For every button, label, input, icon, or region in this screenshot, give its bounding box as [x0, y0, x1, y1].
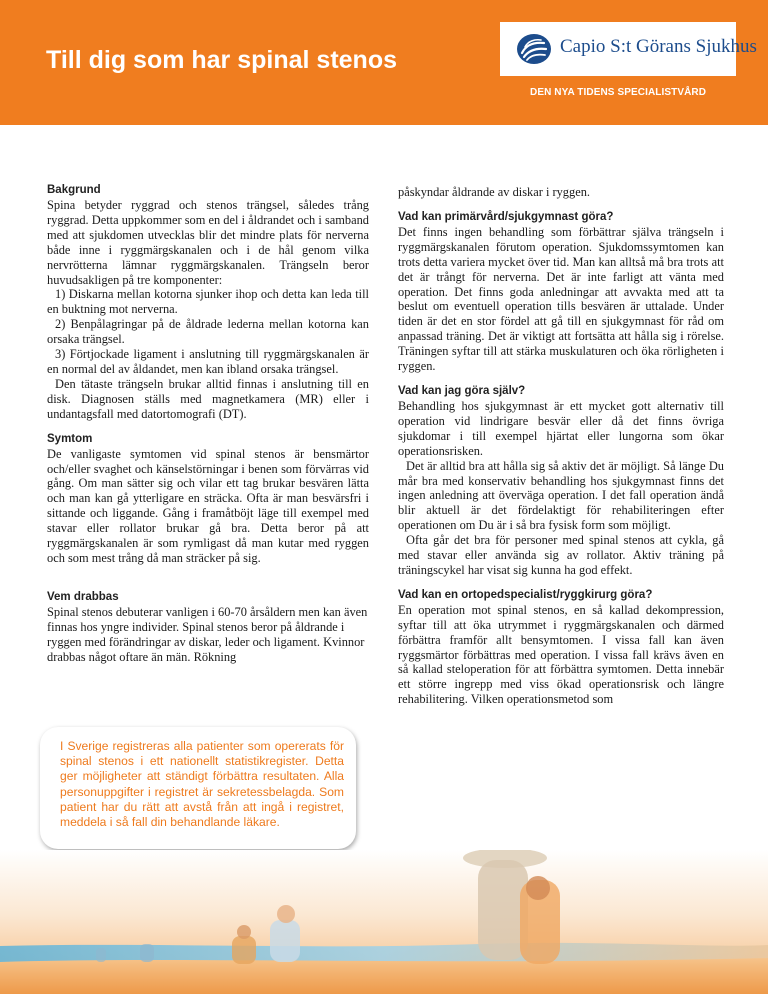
beach-photo: [0, 850, 768, 994]
registry-notice-box: [40, 727, 356, 849]
paragraph: Det finns ingen behandling som förbättrar själva trängseln i ryggmärgskanalen förutom operation. Sjukdomssymtomen kan trots detta variera mycket över tid. Man kan alltså må bra trots att det är trångt för nerverna. Det är inte farligt att vänta med operation. Det finns goda anledningar att avvakta med att ta beslut om eventuell operation tills besvären är uttalade. Under tiden är det en stor fördel att gå till en sjukgymnast för råd om anpassad träning. Det är viktigt att fortsätta att hålla sig i rörelse. Träningen syftar till att stärka muskulaturen och öka rörligheten i ryggen.: [398, 224, 724, 374]
heading-gora-sjalv: Vad kan jag göra själv?: [398, 384, 526, 397]
page-header: [0, 0, 768, 125]
left-column: [47, 183, 369, 664]
heading-vem-drabbas: Vem drabbas: [47, 590, 119, 603]
heading-ortoped: Vad kan en ortopedspecialist/ryggkirurg göra?: [398, 588, 653, 601]
paragraph: 1) Diskarna mellan kotorna sjunker ihop och detta kan leda till en buktning mot nerverna.: [47, 287, 369, 317]
tagline: DEN NYA TIDENS SPECIALISTVÅRD: [530, 87, 707, 98]
capio-hands-icon: [516, 33, 552, 65]
beach-photo-illustration: [0, 850, 768, 994]
heading-symtom: Symtom: [47, 432, 93, 445]
right-column: [398, 185, 724, 707]
paragraph: Den tätaste trängseln brukar alltid finnas i anslutning till en disk. Diagnosen ställs med magnetkamera (MR) eller i undantagsfall med datortomografi (DT).: [47, 376, 369, 421]
paragraph: Spinal stenos debuterar vanligen i 60-70 årsåldern men kan även finnas hos yngre individer. Spinal stenos beror på åldrande i ryggen med förändringar av diskar, leder och ligament. Kvinnor drabbas något oftare än män. Rökning: [47, 604, 368, 664]
paragraph: Ofta går det bra för personer med spinal stenos att cykla, gå med stavar eller använda sig av rollator. Aktiv träning på träningscykel har visat sig kunna ha god effekt.: [398, 533, 724, 577]
paragraph: påskyndar åldrande av diskar i ryggen.: [398, 185, 590, 199]
paragraph: Behandling hos sjukgymnast är ett mycket gott alternativ till operation vid lindrigare besvär eller då det finns övriga sjukdomar i till exempel hjärtat eller lungorna som ökar operationsrisken.: [398, 398, 724, 458]
paragraph: De vanligaste symtomen vid spinal stenos är bensmärtor och/eller svaghet och känselstörningar i benen som förvärras vid gång. Om man sätter sig och vilar ett tag brukar besvären lätta och man kan gå ytterligare en sträcka. Ofta är man besvärsfri i sittande och liggande. Gång i framåtböjt läge till exempel med stavar eller rollator brukar gå bra. Detta beror på att ryggmärgskanalen är som rymligast då man kutar med ryggen och som mest trång då man sträcker på sig.: [47, 446, 369, 565]
heading-bakgrund: Bakgrund: [47, 184, 101, 196]
paragraph: En operation mot spinal stenos, en så kallad dekompression, syftar till att öka utrymmet i ryggmärgskanalen och därmed förbättra framför allt bensymtomen. I vissa fall kan även ryggsmärtor förbättras med operation. I vissa fall krävs även en så kallad steloperation för att förbättra symtomen. Detta innebär ett större ingrepp med viss ökad operationsrisk och längre rehabilitering. Vilken operationsmetod som: [398, 602, 724, 707]
capio-logo: [500, 22, 757, 76]
paragraph: 2) Benpålagringar på de åldrade lederna mellan kotorna kan orsaka trängsel.: [47, 317, 369, 347]
paragraph: Spina betyder ryggrad och stenos trängsel, således trång ryggrad. Detta uppkommer som en del i åldrandet och i samband med att sjukdomen utvecklas blir det mindre plats för nerverna både inne i ryggmärgskanalen och i de hål genom vilka nervrötterna lämnar ryggmärgskanalen. Trängseln beror huvudsakligen på tre komponenter:: [47, 198, 369, 287]
logo-text: Capio S:t Görans Sjukhus: [560, 36, 757, 57]
registry-notice-text: I Sverige registreras alla patienter som opererats för spinal stenos i ett nationellt statistikregister. Detta ger möjligheter att ständigt förbättra resultaten. Alla personuppgifter i registret är sekretessbelagda. Som patient har du rätt att avstå från att ingå i registret, meddela i så fall din behandlande läkare.: [60, 739, 344, 830]
paragraph: 3) Förtjockade ligament i anslutning till ryggmärgskanalen är en normal del av åldandet, men kan ibland orsaka trängsel.: [47, 347, 369, 376]
paragraph: Det är alltid bra att hålla sig så aktiv det är möjligt. Så länge Du mår bra med konservativ behandling hos sjukgymnast finns det ingen anledning att överväga operation. I det fall operation ändå blir aktuell är det fördelaktigt för rehabiliteringen efter operationen om Du är i så bra fysisk form som möjligt.: [398, 458, 724, 533]
heading-primarvard: Vad kan primärvård/sjukgymnast göra?: [398, 210, 614, 223]
page-title: Till dig som har spinal stenos: [46, 46, 398, 74]
